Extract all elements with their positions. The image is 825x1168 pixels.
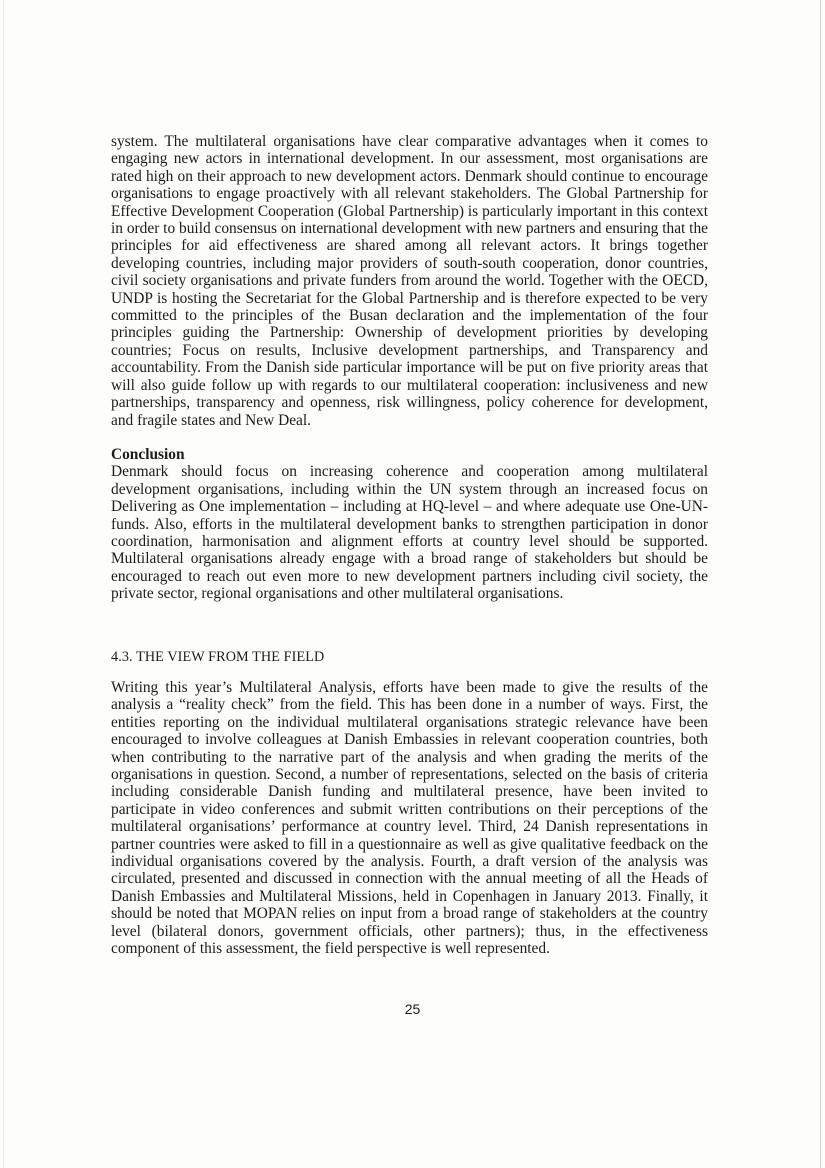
section-title: 4.3. THE VIEW FROM THE FIELD — [111, 649, 325, 665]
scan-edge-right — [820, 0, 821, 1168]
conclusion-paragraph: Denmark should focus on increasing coherence and cooperation among multilateral development organisations, including within the UN system through an increased focus on Delivering as One implementation – including at HQ-level – and where adequate use One-UN-funds. Also, efforts in the multilateral development banks to strengthen participation in donor coordination, harmonisation and alignment efforts at country level should be supported. Multilateral organisations already engage with a broad range of stakeholders but should be encouraged to reach out even more to new development partners including civil society, the private sector, regional organisations and other multilateral organisations. — [111, 463, 708, 603]
field-section — [111, 679, 708, 958]
conclusion-heading: Conclusion — [111, 445, 185, 463]
page-number: 25 — [404, 1001, 421, 1017]
field-paragraph: Writing this year’s Multilateral Analysis, efforts have been made to give the results of the analysis a “reality check” from the field. This has been done in a number of ways. First, the entities reporting on the individual multilateral organisations strategic relevance have been encouraged to involve colleagues at Danish Embassies in relevant cooperation countries, both when contributing to the narrative part of the analysis and when grading the merits of the organisations in question. Second, a number of representations, selected on the basis of criteria including considerable Danish funding and multilateral presence, have been invited to participate in video conferences and submit written contributions on their perceptions of the multilateral organisations’ performance at country level. Third, 24 Danish representations in partner countries were asked to fill in a questionnaire as well as give qualitative feedback on the individual organisations covered by the analysis. Fourth, a draft version of the analysis was circulated, presented and discussed in connection with the annual meeting of all the Heads of Danish Embassies and Multilateral Missions, held in Copenhagen in January 2013. Finally, it should be noted that MOPAN relies on input from a broad range of stakeholders at the country level (bilateral donors, government officials, other partners); thus, in the effectiveness component of this assessment, the field perspective is well represented. — [111, 679, 708, 958]
scan-edge-left — [3, 0, 4, 1168]
paragraph-gap — [111, 429, 708, 446]
main-text — [111, 133, 708, 603]
intro-paragraph: system. The multilateral organisations have clear comparative advantages when it comes to engaging new actors in international development. In our assessment, most organisations are rated high on their approach to new development actors. Denmark should continue to encourage organisations to engage proactively with all relevant stakeholders. The Global Partnership for Effective Development Cooperation (Global Partnership) is particularly important in this context in order to build consensus on international development with new partners and ensuring that the principles for aid effectiveness are shared among all relevant actors. It brings together developing countries, including major providers of south-south cooperation, donor countries, civil society organisations and private funders from around the world. Together with the OECD, UNDP is hosting the Secretariat for the Global Partnership and is therefore expected to be very committed to the principles of the Busan declaration and the implementation of the four principles guiding the Partnership: Ownership of development priorities by developing countries; Focus on results, Inclusive development partnerships, and Transparency and accountability. From the Danish side particular importance will be put on five priority areas that will also guide follow up with regards to our multilateral cooperation: inclusiveness and new partnerships, transparency and openness, risk willingness, policy coherence for development, and fragile states and New Deal. — [111, 133, 708, 429]
